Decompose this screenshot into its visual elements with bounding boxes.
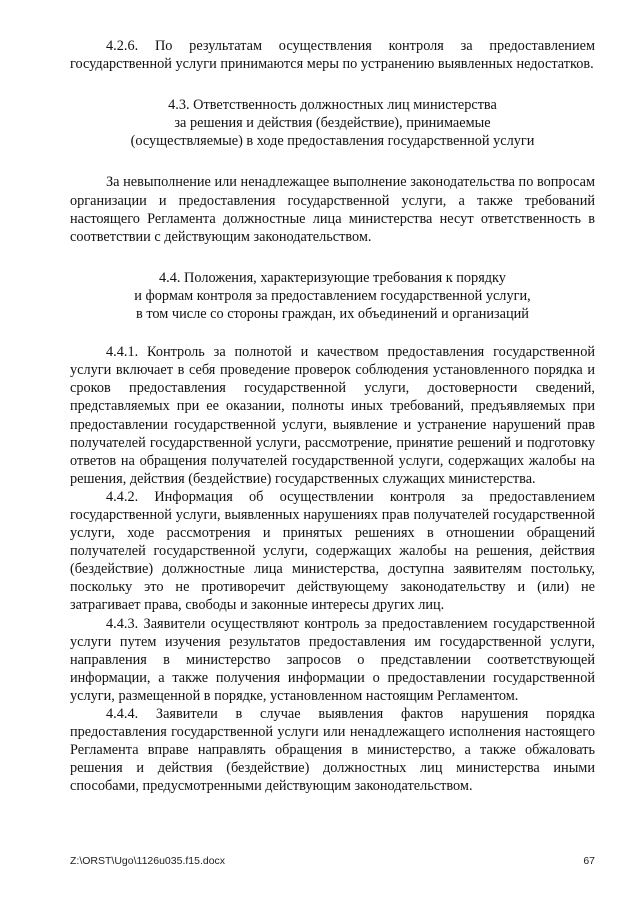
heading-4-3-line-2: за решения и действия (бездействие), принимаемые	[174, 115, 491, 132]
footer-page-number: 67	[583, 855, 595, 867]
paragraph-4-4-1: 4.4.1. Контроль за полнотой и качеством предоставления государственной услуги включает в себя проведение проверок соблюдения установленного порядка и сроков предоставления государственной услуги, достоверности сведений, представляемых при ее оказании, полноты иных требований, предъявляемых при предоставлении государственной услуги, выявление и устранение нарушений прав получателей государственной услуги, рассмотрение, принятие решений и подготовку ответов на обращения получателей государственной услуги, содержащих жалобы на решения, действия (бездействие) государственных служащих министерства.	[70, 344, 595, 487]
paragraph-4-2-6: 4.2.6. По результатам осуществления контроля за предоставлением государственной услуги принимаются меры по устранению выявленных недостатков.	[70, 38, 595, 73]
paragraph-4-4-2: 4.4.2. Информация об осуществлении контроля за предоставлением государственной услуги, выявленных нарушениях прав получателей государственной услуги, ходе рассмотрения и принятых решениях в отношении обращений получателей государственной услуги, содержащих жалобы на решения, действия (бездействие) должностные лица министерства, доступна заявителям постольку, поскольку это не противоречит действующему законодательству и (или) не затрагивает права, свободы и законные интересы других лиц.	[70, 488, 595, 614]
heading-4-4-line-3: в том числе со стороны граждан, их объединений и организаций	[136, 306, 529, 323]
paragraph-4-3: За невыполнение или ненадлежащее выполнение законодательства по вопросам организации и предоставления государственной услуги, а также требований настоящего Регламента должностные лица министерства несут ответственность в соответствии с действующим законодательством.	[70, 174, 595, 245]
heading-4-4-line-2: и формам контроля за предоставлением государственной услуги,	[134, 287, 531, 304]
heading-4-3-line-1: 4.3. Ответственность должностных лиц министерства	[168, 97, 497, 114]
paragraph-4-4-3: 4.4.3. Заявители осуществляют контроль за предоставлением государственной услуги путем изучения результатов предоставления им государственной услуги, направления в министерство запросов о представлении соответствующей информации, а также получения информации о предоставлении государственной услуги, размещенной в порядке, установленном настоящим Регламентом.	[70, 615, 595, 704]
heading-4-4-line-1: 4.4. Положения, характеризующие требования к порядку	[159, 269, 506, 286]
heading-4-4	[70, 269, 595, 323]
footer-file-path: Z:\ORST\Ugo\1126u035.f15.docx	[70, 855, 226, 867]
heading-4-3	[70, 96, 595, 150]
page-content	[70, 37, 595, 795]
heading-4-3-line-3: (осуществляемые) в ходе предоставления государственной услуги	[130, 133, 535, 150]
paragraph-4-4-4: 4.4.4. Заявители в случае выявления фактов нарушения порядка предоставления государственной услуги или ненадлежащего исполнения настоящего Регламента вправе направлять обращения в министерство, а также обжаловать решения и действия (бездействие) должностных лиц министерства иными способами, предусмотренными действующим законодательством.	[70, 706, 595, 795]
